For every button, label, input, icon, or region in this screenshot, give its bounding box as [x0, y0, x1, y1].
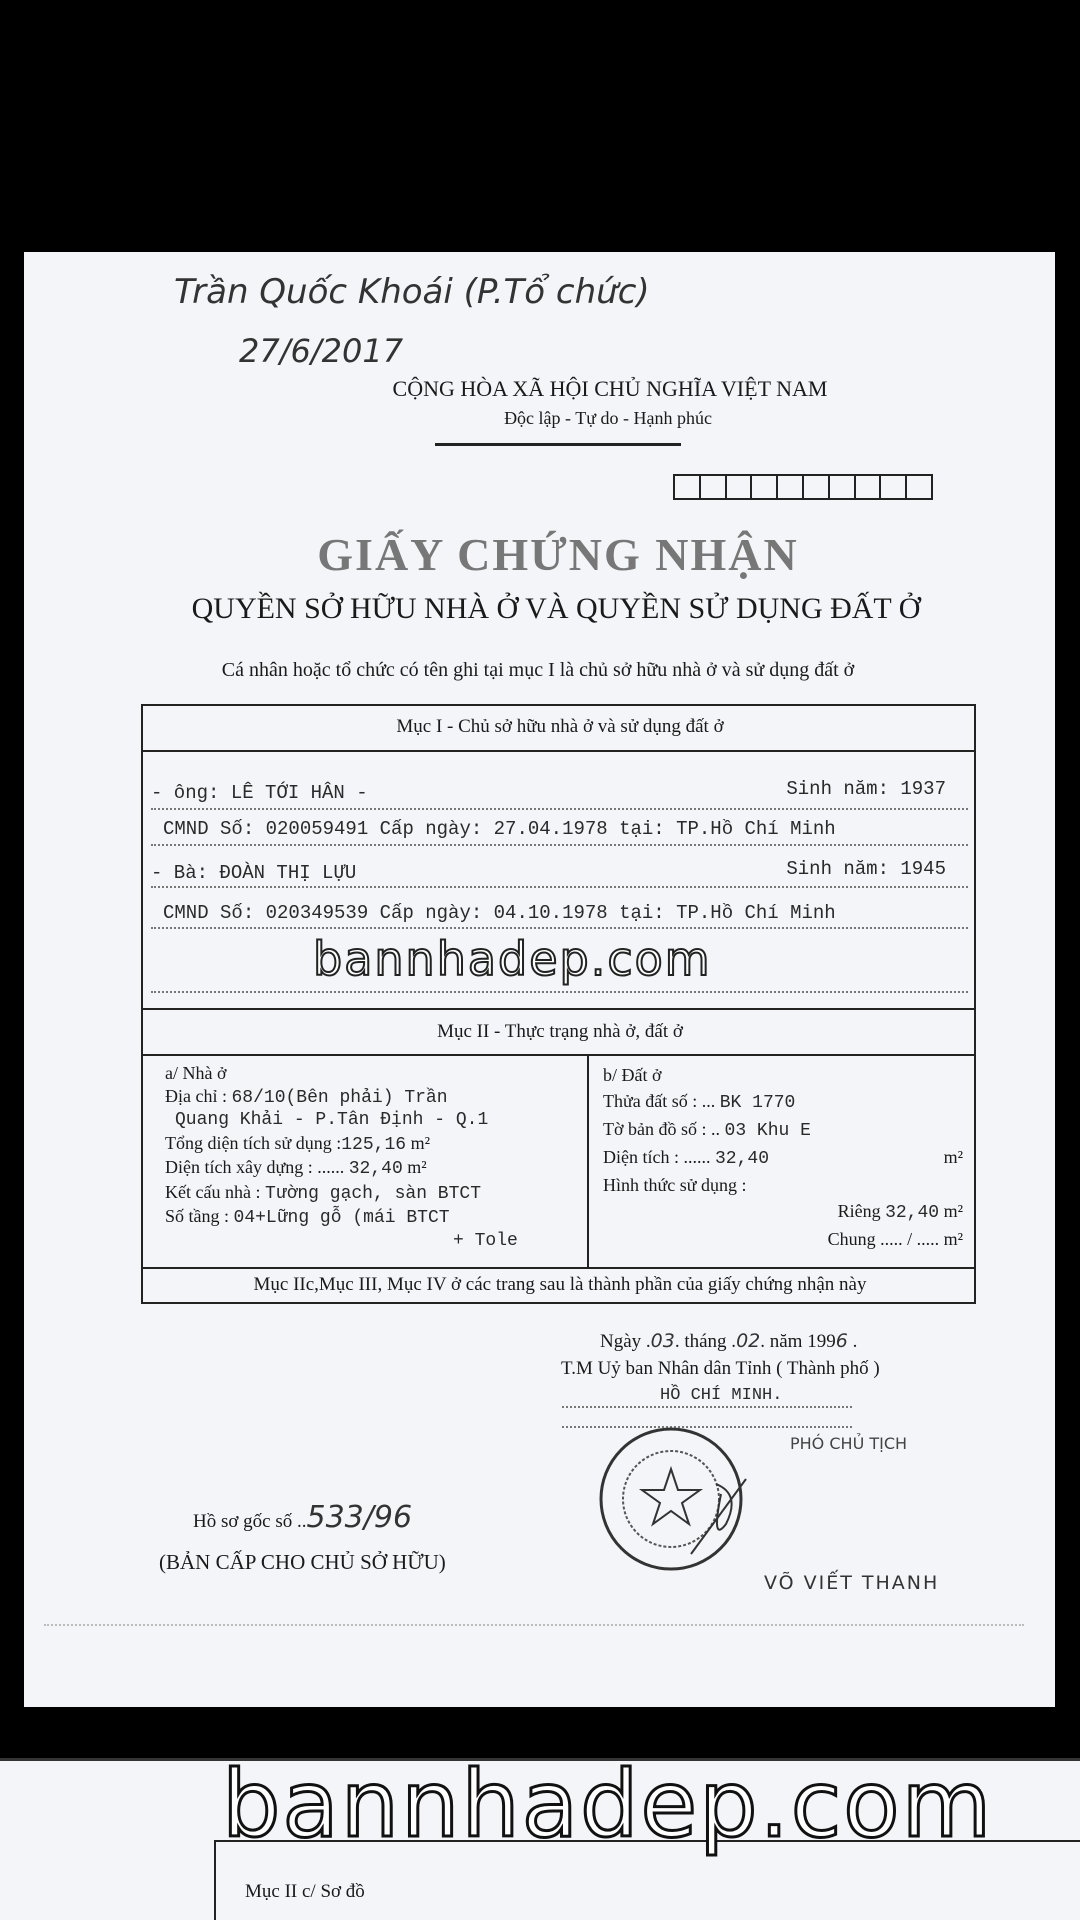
certificate-subtitle: QUYỀN SỞ HỮU NHÀ Ở VÀ QUYỀN SỬ DỤNG ĐẤT Ở	[191, 592, 921, 625]
position: PHÓ CHỦ TỊCH	[790, 1434, 908, 1453]
record-number: Hồ sơ gốc số ..533/96	[193, 1500, 413, 1535]
date-prefix: Ngày .	[600, 1331, 651, 1352]
motto-underline	[435, 443, 681, 446]
owner1-name: - ông: LÊ TỚI HÂN -	[151, 782, 368, 804]
address-label: Địa chỉ :	[165, 1085, 227, 1106]
unit: m²	[943, 1147, 963, 1167]
official-seal-icon	[596, 1424, 756, 1574]
signer-name: VÕ VIẾT THANH	[764, 1572, 940, 1594]
motto: Độc lập - Tự do - Hạnh phúc	[504, 408, 712, 428]
watermark: bannhadep.com	[313, 932, 712, 986]
map-number: 03 Khu E	[724, 1121, 811, 1141]
private-area: 32,40	[885, 1203, 940, 1223]
shared-label: Chung	[827, 1229, 876, 1249]
month-label: . tháng .	[674, 1331, 737, 1352]
unit: m²	[943, 1229, 963, 1249]
copy-note: (BẢN CẤP CHO CHỦ SỞ HỮU)	[159, 1550, 446, 1574]
private-label: Riêng	[837, 1201, 881, 1221]
certificate-page-2	[0, 1758, 1080, 1920]
handwritten-note: Trần Quốc Khoái (P.Tổ chức)	[174, 272, 650, 312]
year-digit: 6	[835, 1330, 848, 1352]
address-line1: 68/10(Bên phải) Trần	[231, 1087, 448, 1108]
owner1-birth-year: Sinh năm: 1937	[786, 778, 946, 800]
record-value: 533/96	[306, 1500, 413, 1535]
record-label: Hồ sơ gốc số	[193, 1511, 293, 1532]
build-area-label: Diện tích xây dựng :	[165, 1157, 313, 1177]
unit: m²	[407, 1157, 427, 1177]
month: 02	[736, 1330, 761, 1352]
land-area-label: Diện tích :	[603, 1147, 679, 1167]
handwritten-date: 27/6/2017	[239, 332, 404, 370]
usage-label: Hình thức sử dụng :	[603, 1175, 747, 1195]
plot-number: BK 1770	[719, 1093, 796, 1113]
map-label: Tờ bản đồ số :	[603, 1119, 707, 1139]
land-area: 32,40	[714, 1149, 769, 1169]
unit: m²	[410, 1132, 430, 1153]
intro-text: Cá nhân hoặc tổ chức có tên ghi tại mục I là chủ sở hữu nhà ở và sử dụng đất ở	[221, 659, 855, 681]
land-title: b/ Đất ở	[603, 1065, 662, 1085]
house-title: a/ Nhà ở	[165, 1063, 227, 1083]
certificate-page-1	[24, 252, 1055, 1707]
authority: T.M Uỷ ban Nhân dân Tỉnh ( Thành phố )	[561, 1358, 880, 1379]
watermark-large: bannhadep.com	[222, 1758, 994, 1858]
section2-footer: Mục IIc,Mục III, Mục IV ở các trang sau là thành phần của giấy chứng nhận này	[253, 1274, 867, 1295]
unit: m²	[943, 1201, 963, 1221]
section2-heading: Mục II - Thực trạng nhà ở, đất ở	[437, 1021, 683, 1042]
certificate-table	[141, 704, 976, 1304]
floors-continued: + Tole	[453, 1230, 518, 1251]
diagram-heading: Mục II c/ Sơ đồ	[245, 1881, 365, 1902]
house-details: a/ Nhà ở Địa chỉ : 68/10(Bên phải) Trần Quang Khải - P.Tân Định - Q.1 Tổng diện tích sử dụng :125,16 m² Diện tích xây dựng : ...... 32,40 m² Kết cấu nhà : Tường gạch, sàn BTCT Số tầng : 04+Lững gỗ (mái BTCT + Tole	[165, 1063, 518, 1251]
shared-area: /	[907, 1229, 913, 1249]
year-label: . năm 199	[760, 1331, 836, 1352]
total-area: 125,16	[341, 1134, 407, 1155]
owner2-name: - Bà: ĐOÀN THỊ LỰU	[151, 862, 357, 884]
build-area: 32,40	[348, 1159, 403, 1179]
address-line2: Quang Khải - P.Tân Định - Q.1	[175, 1110, 489, 1130]
owner2-birth-year: Sinh năm: 1945	[786, 858, 946, 880]
section1-heading: Mục I - Chủ sở hữu nhà ở và sử dụng đất ở	[396, 716, 724, 737]
serial-number-boxes	[673, 474, 933, 500]
structure: Tường gạch, sàn BTCT	[264, 1183, 482, 1204]
issue-date: Ngày .03. tháng .02. năm 1996 .	[600, 1330, 858, 1352]
certificate-title: GIẤY CHỨNG NHẬN	[317, 529, 799, 580]
land-details: b/ Đất ở Thửa đất số : ... BK 1770 Tờ bản đồ số : .. 03 Khu E Diện tích : ...... 32,40 m² Hình thức sử dụng : Riêng 32,40 m² Chung ..... / ..... m²	[603, 1062, 963, 1252]
city: HỒ CHÍ MINH.	[660, 1386, 783, 1405]
floors: 04+Lững gỗ (mái BTCT	[233, 1208, 450, 1228]
structure-label: Kết cấu nhà :	[165, 1181, 261, 1202]
total-area-label: Tổng diện tích sử dụng :	[165, 1132, 342, 1153]
plot-label: Thửa đất số :	[603, 1091, 698, 1111]
owner2-id: CMND Số: 020349539 Cấp ngày: 04.10.1978 tại: TP.Hồ Chí Minh	[163, 902, 836, 924]
floors-label: Số tầng :	[165, 1206, 230, 1226]
day: 03	[650, 1330, 675, 1352]
owner1-id: CMND Số: 020059491 Cấp ngày: 27.04.1978 tại: TP.Hồ Chí Minh	[163, 818, 836, 840]
country-header: CỘNG HÒA XÃ HỘI CHỦ NGHĨA VIỆT NAM	[392, 376, 828, 401]
